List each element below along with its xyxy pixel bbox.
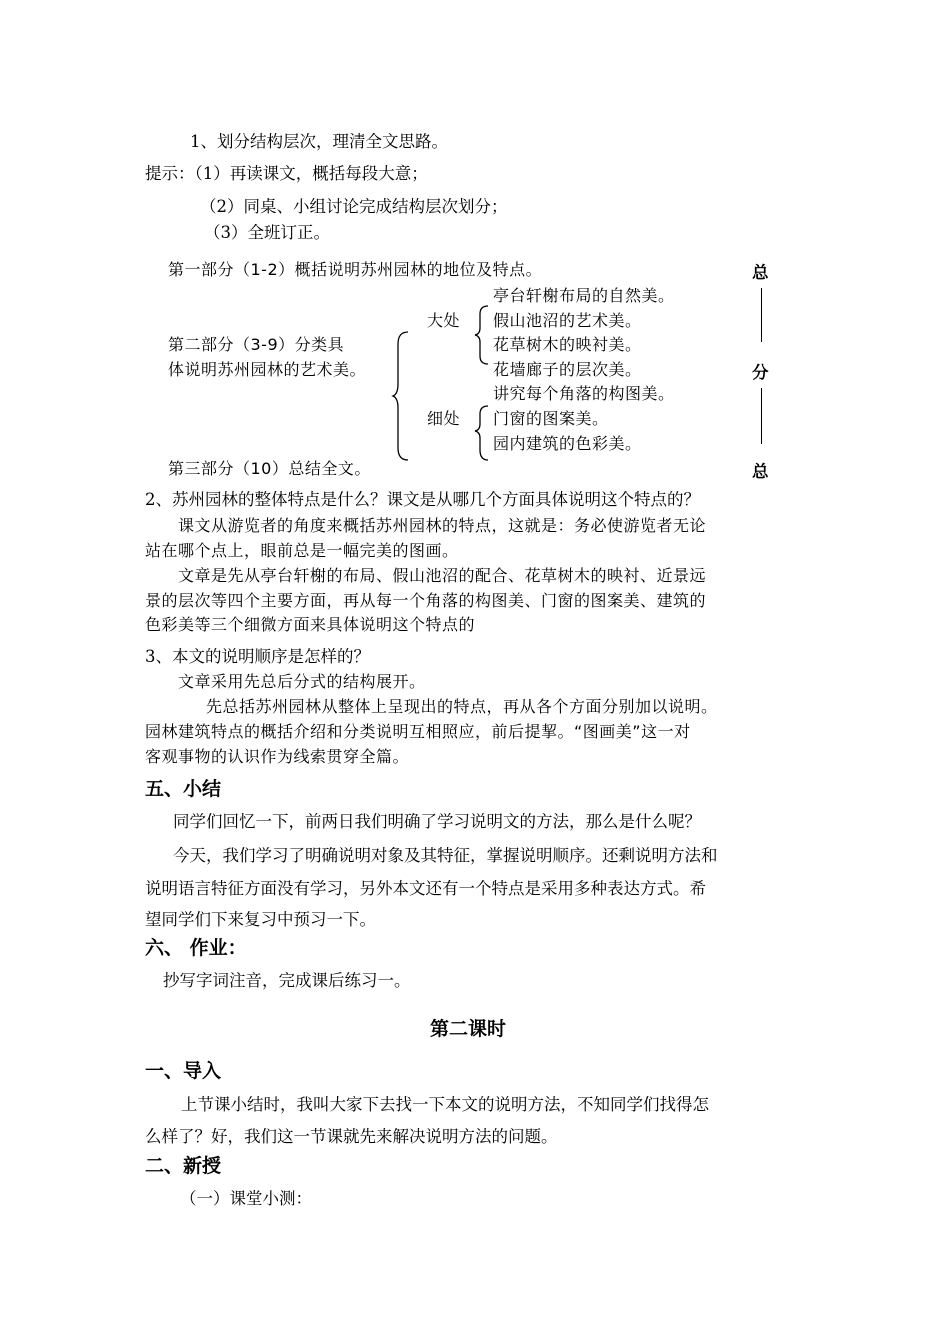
main-brace bbox=[392, 330, 412, 462]
outline-part-2-line-1: 第二部分（3-9）分类具 bbox=[168, 335, 345, 354]
question-2: 2、苏州园林的整体特点是什么？课文是从哪几个方面具体说明这个特点的？ bbox=[145, 490, 700, 509]
answer-2-line: 景的层次等四个主要方面，再从每一个角落的构图美、门窗的图案美、建筑的 bbox=[145, 591, 707, 610]
outline-part-3: 第三部分（10）总结全文。 bbox=[168, 459, 371, 478]
side-line-lower bbox=[761, 388, 762, 444]
answer-2-line: 课文从游览者的角度来概括苏州园林的特点，这就是：务必使游览者无论 bbox=[178, 516, 707, 535]
lesson-2-section-2-subtitle: （一）课堂小测： bbox=[180, 1189, 312, 1208]
big-item: 花草树木的映衬美。 bbox=[493, 335, 642, 354]
section-5-paragraph: 说明语言特征方面没有学习，另外本文还有一个特点是采用多种表达方式。希 bbox=[145, 879, 706, 898]
section-6-title: 六、 作业： bbox=[145, 937, 247, 959]
answer-3-line: 文章采用先总后分式的结构展开。 bbox=[178, 672, 426, 691]
section-6-paragraph: 抄写字词注音，完成课后练习一。 bbox=[163, 971, 411, 990]
question-1: 1、划分结构层次，理清全文思路。 bbox=[190, 132, 448, 151]
side-line-upper bbox=[761, 288, 762, 342]
answer-2-line: 文章是先从亭台轩榭的布局、假山池沼的配合、花草树木的映衬、近景远 bbox=[178, 566, 707, 585]
big-label: 大处 bbox=[427, 311, 461, 330]
small-item: 园内建筑的色彩美。 bbox=[493, 434, 642, 453]
side-label-bottom: 总 bbox=[752, 462, 769, 481]
outline-part-2-line-2: 体说明苏州园林的艺术美。 bbox=[168, 360, 367, 379]
lesson-2-section-1-title: 一、导入 bbox=[145, 1060, 222, 1082]
lesson-2-title: 第二课时 bbox=[430, 1018, 507, 1040]
section-5-title: 五、小结 bbox=[145, 778, 222, 800]
hint-3: （3）全班订正。 bbox=[204, 223, 330, 242]
side-label-top: 总 bbox=[752, 263, 769, 282]
answer-2-line: 色彩美等三个细微方面来具体说明这个特点的 bbox=[145, 615, 476, 634]
question-3: 3、本文的说明顺序是怎样的？ bbox=[145, 647, 370, 666]
side-label-middle: 分 bbox=[752, 363, 769, 382]
lesson-2-section-2-title: 二、新授 bbox=[145, 1155, 222, 1177]
answer-2-line: 站在哪个点上，眼前总是一幅完美的图画。 bbox=[145, 541, 459, 560]
small-item: 门窗的图案美。 bbox=[493, 409, 609, 428]
small-label: 细处 bbox=[427, 409, 461, 428]
answer-3-line: 先总括苏州园林从整体上呈现出的特点，再从各个方面分别加以说明。 bbox=[206, 697, 718, 716]
big-item: 花墙廊子的层次美。 bbox=[493, 360, 642, 379]
section-5-paragraph: 今天，我们学习了明确说明对象及其特征，掌握说明顺序。还剩说明方法和 bbox=[173, 846, 718, 865]
answer-3-line: 园林建筑特点的概括介绍和分类说明互相照应，前后提挈。“图画美”这一对 bbox=[145, 722, 691, 741]
hint-2: （2）同桌、小组讨论完成结构层次划分； bbox=[200, 197, 508, 216]
small-item: 讲究每个角落的构图美。 bbox=[493, 384, 675, 403]
answer-3-line: 客观事物的认识作为线索贯穿全篇。 bbox=[145, 747, 410, 766]
section-5-paragraph: 同学们回忆一下，前两日我们明确了学习说明文的方法，那么是什么呢？ bbox=[173, 812, 701, 831]
hint-1: 提示：（1）再读课文，概括每段大意； bbox=[145, 164, 428, 183]
big-item: 亭台轩榭布局的自然美。 bbox=[493, 286, 675, 305]
lesson-2-section-1-paragraph: 么样了？好，我们这一节课就先来解决说明方法的问题。 bbox=[145, 1127, 558, 1146]
outline-part-1: 第一部分（1-2）概括说明苏州园林的地位及特点。 bbox=[168, 260, 543, 279]
lesson-2-section-1-paragraph: 上节课小结时，我叫大家下去找一下本文的说明方法，不知同学们找得怎 bbox=[181, 1095, 709, 1114]
big-brace bbox=[474, 304, 492, 366]
big-item: 假山池沼的艺术美。 bbox=[493, 311, 642, 330]
section-5-paragraph: 望同学们下来复习中预习一下。 bbox=[145, 910, 376, 929]
small-brace bbox=[474, 404, 492, 462]
